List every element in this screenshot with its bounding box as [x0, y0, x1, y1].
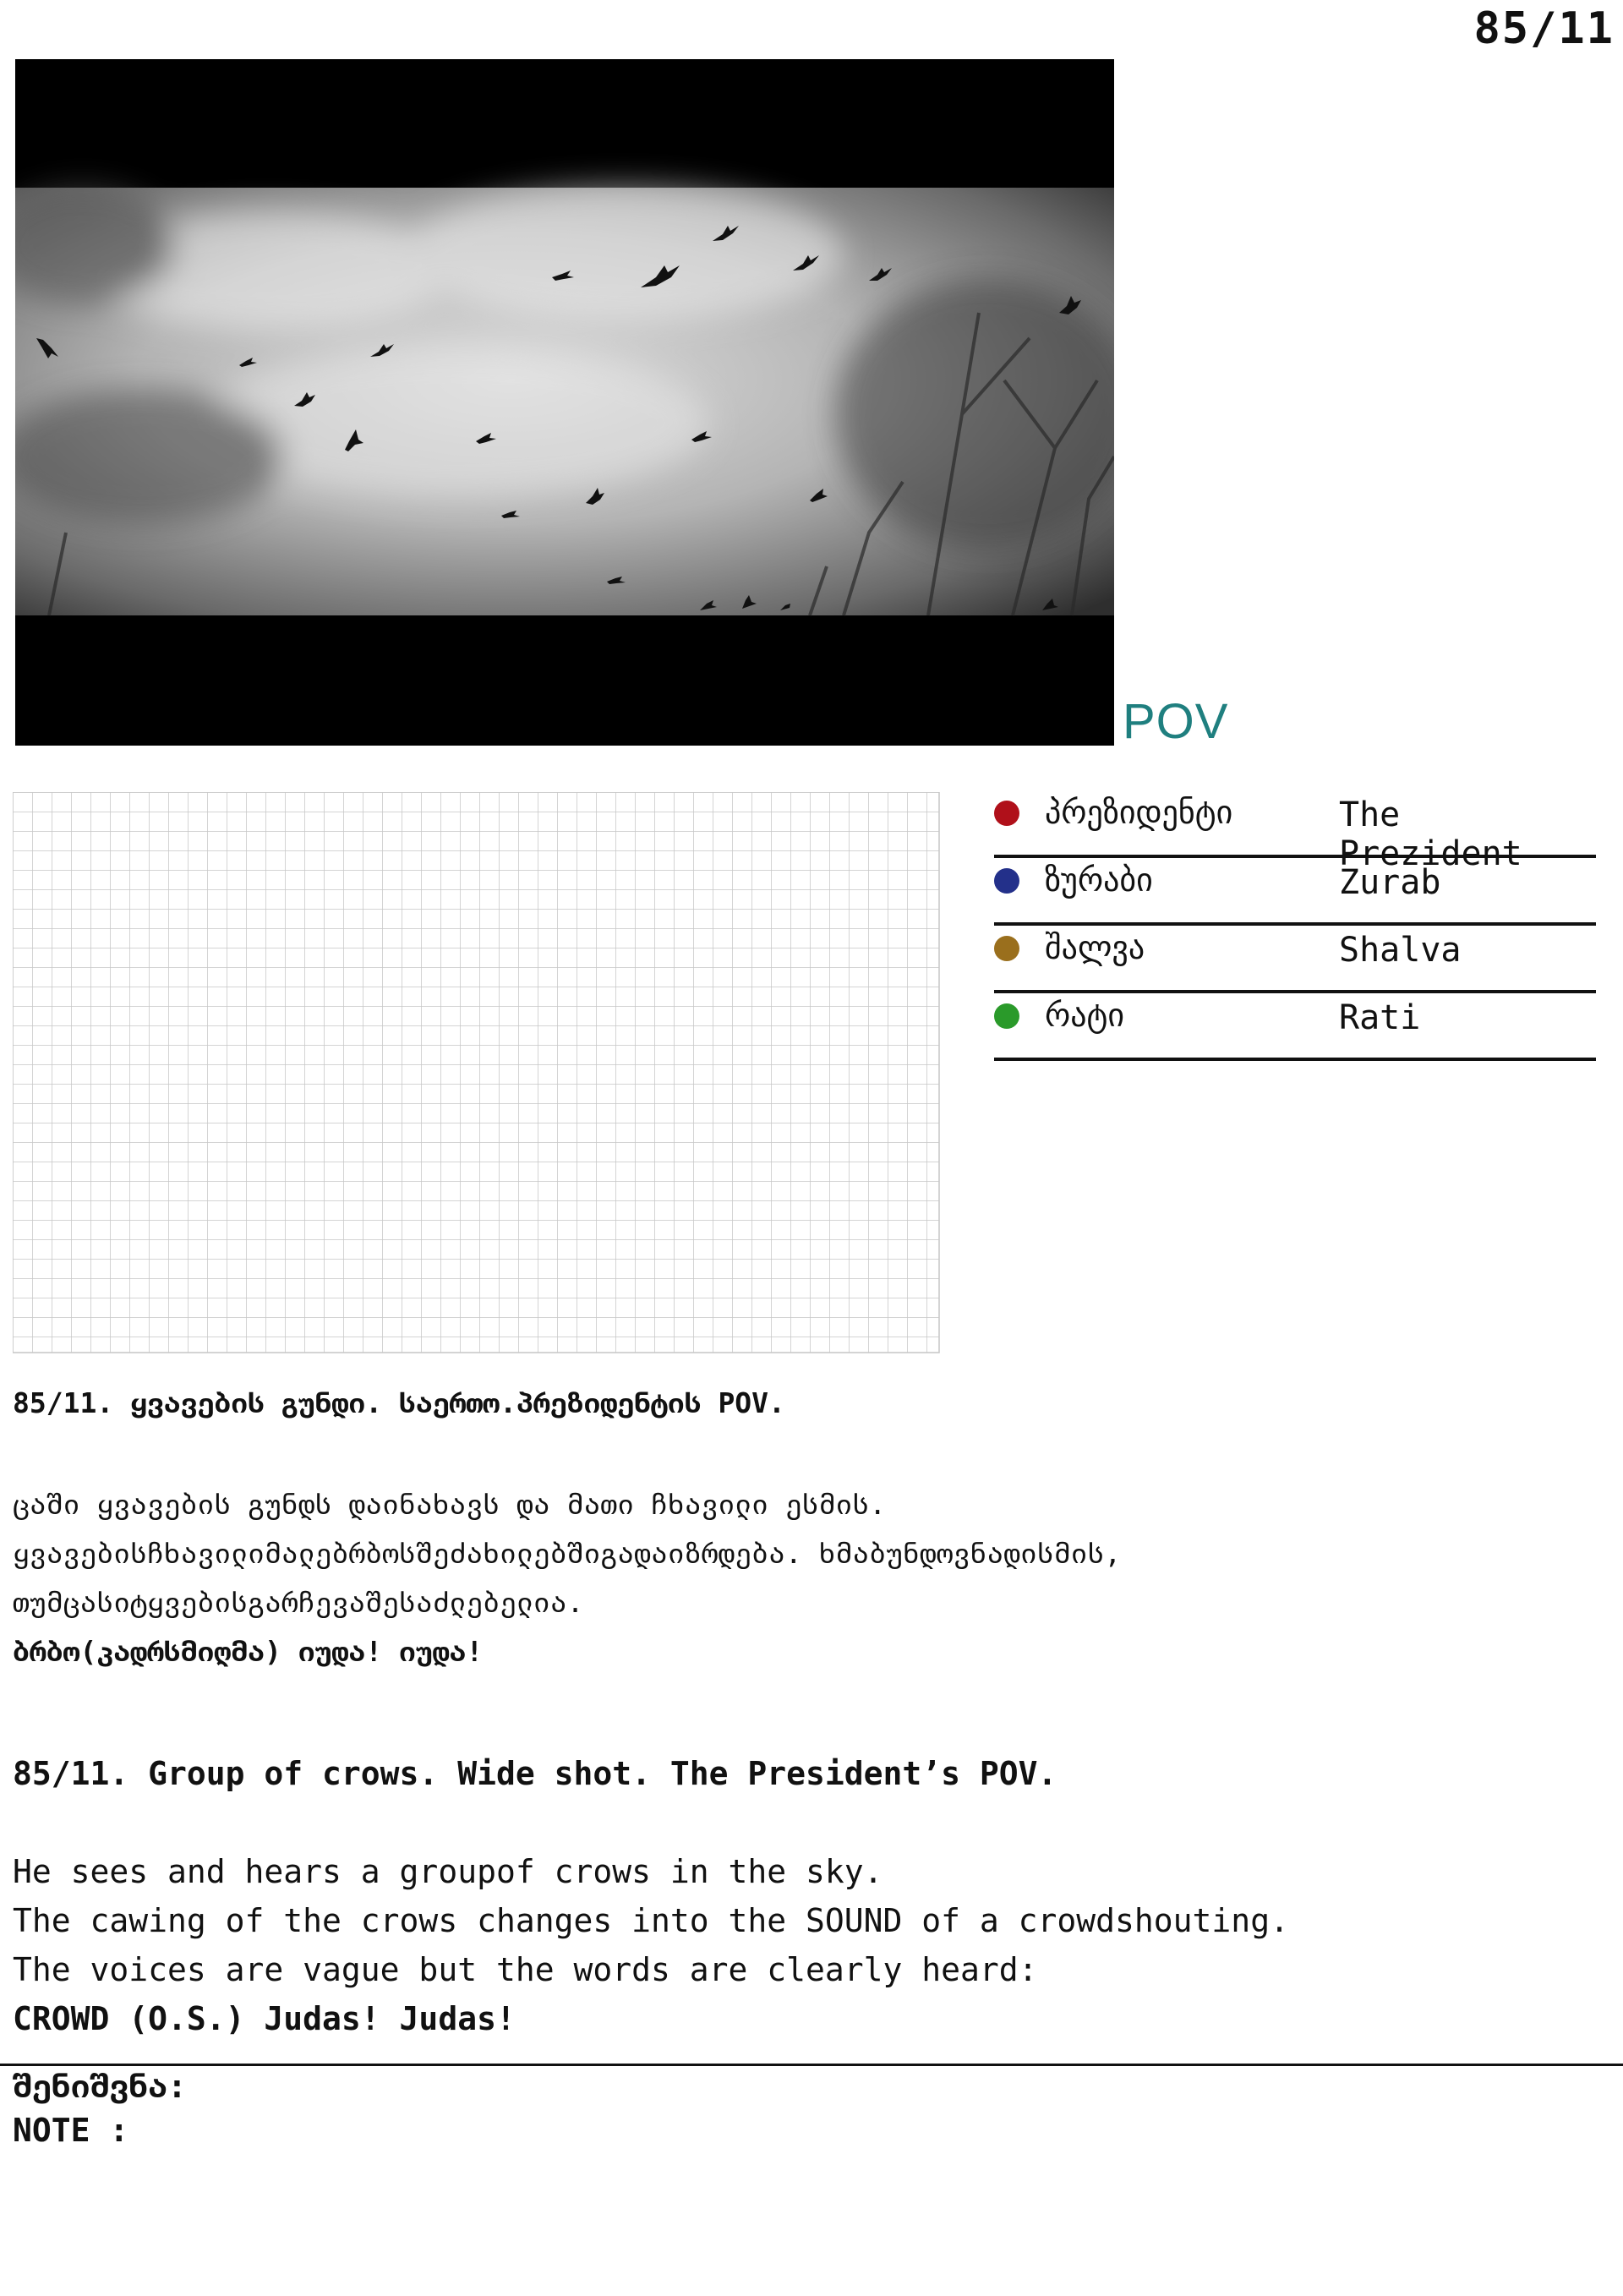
legend-name-georgian: ზურაბი: [1045, 861, 1153, 899]
legend-name-english: The Prezident: [1339, 795, 1522, 873]
scene-heading-georgian: 85/11. ყვავების გუნდი. საერთო.პრეზიდენტის POV.: [13, 1386, 785, 1419]
note-label-georgian: შენიშვნა:: [13, 2068, 187, 2105]
legend-row-president: [994, 790, 1596, 873]
legend-name-georgian: შალვა: [1045, 929, 1145, 966]
legend-name-english: Rati: [1339, 998, 1421, 1037]
character-legend: [994, 790, 1596, 1061]
note-label-english: NOTE :: [13, 2112, 129, 2149]
note-divider: [0, 2064, 1623, 2066]
dialogue-georgian: ბრბო(კადრსმიღმა) იუდა! იუდა!: [13, 1635, 484, 1668]
legend-name-english: Shalva: [1339, 931, 1462, 970]
blue-dot-icon: [994, 868, 1019, 894]
brown-dot-icon: [994, 936, 1019, 961]
crows-in-sky-image: [15, 59, 1114, 746]
action-line-georgian: თუმცასიტყვებისგარჩევაშესაძლებელია.: [13, 1586, 584, 1619]
action-line-english: He sees and hears a groupof crows in the sky.: [13, 1853, 883, 1890]
legend-name-english: Zurab: [1339, 863, 1441, 902]
storyboard-frame: [15, 59, 1114, 746]
green-dot-icon: [994, 1003, 1019, 1029]
legend-row-rati: [994, 993, 1596, 1061]
shot-type-label: POV: [1123, 694, 1229, 749]
action-line-georgian: ცაში ყვავების გუნდს დაინახავს და მათი ჩხავილი ესმის.: [13, 1488, 887, 1521]
dialogue-english: CROWD (O.S.) Judas! Judas!: [13, 2000, 516, 2037]
legend-row-shalva: [994, 926, 1596, 993]
legend-name-georgian: რატი: [1045, 997, 1125, 1034]
action-line-english: The cawing of the crows changes into the SOUND of a crowdshouting.: [13, 1902, 1289, 1939]
red-dot-icon: [994, 801, 1019, 826]
legend-row-zurab: [994, 858, 1596, 926]
action-line-english: The voices are vague but the words are clearly heard:: [13, 1951, 1038, 1988]
legend-name-georgian: პრეზიდენტი: [1045, 794, 1233, 831]
page-number: 85/11: [1473, 3, 1615, 54]
action-line-georgian: ყვავებისჩხავილიმალებრბოსშეძახილებშიგადაიზრდება. ხმაბუნდოვნადისმის,: [13, 1537, 1122, 1570]
sketch-grid: [13, 792, 940, 1353]
scene-heading-english: 85/11. Group of crows. Wide shot. The President’s POV.: [13, 1755, 1057, 1792]
